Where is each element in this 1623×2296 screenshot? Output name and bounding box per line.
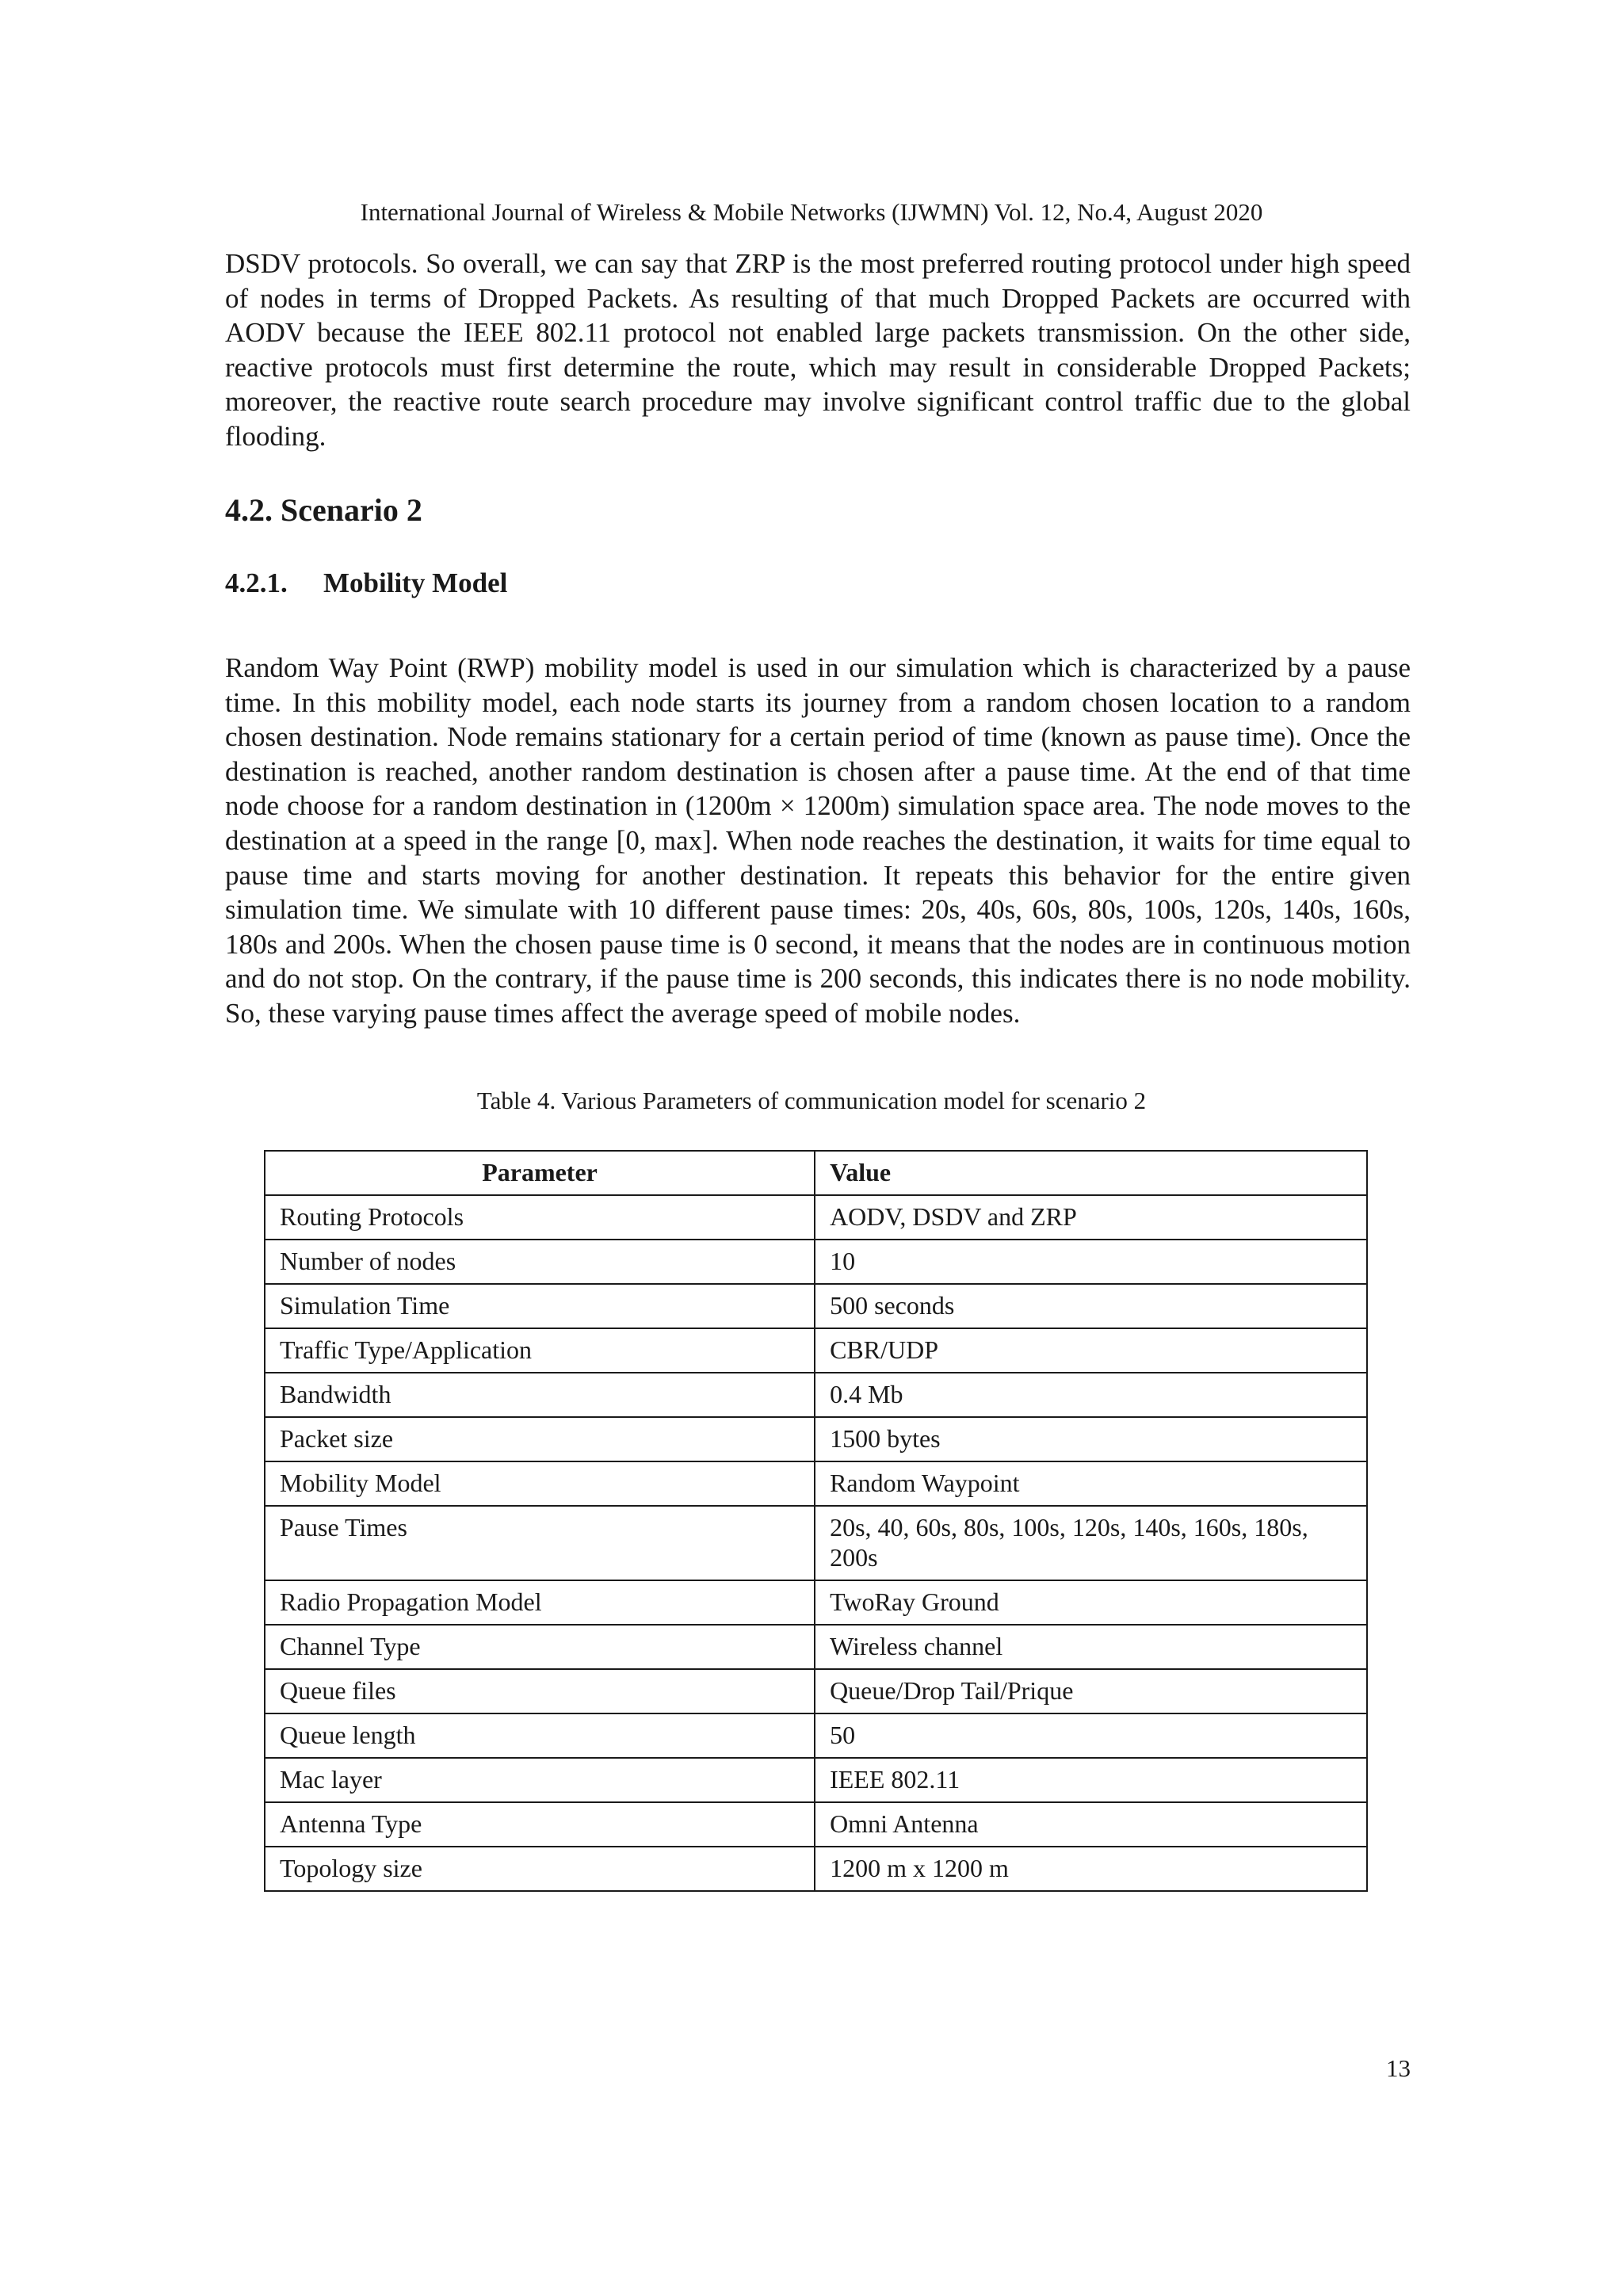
table-row bbox=[265, 1580, 1367, 1625]
parameter-cell: Bandwidth bbox=[265, 1373, 815, 1417]
value-cell: 10 bbox=[815, 1240, 1367, 1284]
table-row bbox=[265, 1240, 1367, 1284]
parameter-cell: Pause Times bbox=[265, 1506, 815, 1580]
table-row bbox=[265, 1713, 1367, 1758]
value-cell: Omni Antenna bbox=[815, 1802, 1367, 1847]
value-cell: 1200 m x 1200 m bbox=[815, 1847, 1367, 1891]
value-cell: 20s, 40, 60s, 80s, 100s, 120s, 140s, 160s, 180s, 200s bbox=[815, 1506, 1367, 1580]
paragraph-mobility-model: Random Way Point (RWP) mobility model is used in our simulation which is characterized by a pause time. In this mobility model, each node starts its journey from a random chosen location to a random chosen destination. Node remains stationary for a certain period of time (known as pause time). Once the destination is reached, another random destination is chosen after a pause time. At the end of that time node choose for a random destination in (1200m × 1200m) simulation space area. The node moves to the destination at a speed in the range [0, max]. When node reaches the destination, it waits for time equal to pause time and starts moving for another destination. It repeats this behavior for the entire given simulation time. We simulate with 10 different pause times: 20s, 40s, 60s, 80s, 100s, 120s, 140s, 160s, 180s and 200s. When the chosen pause time is 0 second, it means that the nodes are in continuous motion and do not stop. On the contrary, if the pause time is 200 seconds, this indicates there is no node mobility. So, these varying pause times affect the average speed of mobile nodes. bbox=[225, 652, 1411, 1029]
value-cell: 1500 bytes bbox=[815, 1417, 1367, 1461]
value-cell: 500 seconds bbox=[815, 1284, 1367, 1328]
value-cell: 0.4 Mb bbox=[815, 1373, 1367, 1417]
table-row bbox=[265, 1847, 1367, 1891]
parameter-cell: Routing Protocols bbox=[265, 1195, 815, 1240]
table-row bbox=[265, 1625, 1367, 1669]
header-value: Value bbox=[815, 1151, 1367, 1195]
value-cell: TwoRay Ground bbox=[815, 1580, 1367, 1625]
subsection-heading bbox=[225, 566, 507, 601]
value-cell: Queue/Drop Tail/Prique bbox=[815, 1669, 1367, 1713]
table-row bbox=[265, 1461, 1367, 1506]
value-cell: Random Waypoint bbox=[815, 1461, 1367, 1506]
parameter-cell: Number of nodes bbox=[265, 1240, 815, 1284]
parameter-cell: Mobility Model bbox=[265, 1461, 815, 1506]
subsection-number: 4.2.1. bbox=[225, 567, 288, 598]
parameter-cell: Mac layer bbox=[265, 1758, 815, 1802]
parameter-cell: Antenna Type bbox=[265, 1802, 815, 1847]
parameter-cell: Simulation Time bbox=[265, 1284, 815, 1328]
parameter-cell: Traffic Type/Application bbox=[265, 1328, 815, 1373]
table-row bbox=[265, 1195, 1367, 1240]
value-cell: AODV, DSDV and ZRP bbox=[815, 1195, 1367, 1240]
parameter-cell: Packet size bbox=[265, 1417, 815, 1461]
table-caption: Table 4. Various Parameters of communication model for scenario 2 bbox=[476, 1087, 1147, 1114]
parameters-table bbox=[264, 1150, 1368, 1892]
parameter-cell: Topology size bbox=[265, 1847, 815, 1891]
table-row bbox=[265, 1802, 1367, 1847]
table-row bbox=[265, 1669, 1367, 1713]
parameter-cell: Channel Type bbox=[265, 1625, 815, 1669]
table-header-row bbox=[265, 1151, 1367, 1195]
table-row bbox=[265, 1758, 1367, 1802]
value-cell: Wireless channel bbox=[815, 1625, 1367, 1669]
table-row bbox=[265, 1284, 1367, 1328]
value-cell: IEEE 802.11 bbox=[815, 1758, 1367, 1802]
header-parameter: Parameter bbox=[265, 1151, 815, 1195]
parameter-cell: Queue length bbox=[265, 1713, 815, 1758]
section-heading: 4.2. Scenario 2 bbox=[225, 492, 422, 528]
table-row bbox=[265, 1506, 1367, 1580]
running-header: International Journal of Wireless & Mobile Networks (IJWMN) Vol. 12, No.4, August 2020 bbox=[360, 198, 1263, 226]
subsection-title: Mobility Model bbox=[323, 567, 508, 598]
parameter-cell: Queue files bbox=[265, 1669, 815, 1713]
table-row bbox=[265, 1373, 1367, 1417]
value-cell: CBR/UDP bbox=[815, 1328, 1367, 1373]
value-cell: 50 bbox=[815, 1713, 1367, 1758]
parameter-cell: Radio Propagation Model bbox=[265, 1580, 815, 1625]
table-row bbox=[265, 1417, 1367, 1461]
paragraph-dropped-packets: DSDV protocols. So overall, we can say that ZRP is the most preferred routing protocol under high speed of nodes in terms of Dropped Packets. As resulting of that much Dropped Packets are occurred with AODV because the IEEE 802.11 protocol not enabled large packets transmission. On the other side, reactive protocols must first determine the route, which may result in considerable Dropped Packets; moreover, the reactive route search procedure may involve significant control traffic due to the global flooding. bbox=[225, 248, 1411, 452]
page-number: 13 bbox=[1386, 2054, 1411, 2082]
table-row bbox=[265, 1328, 1367, 1373]
